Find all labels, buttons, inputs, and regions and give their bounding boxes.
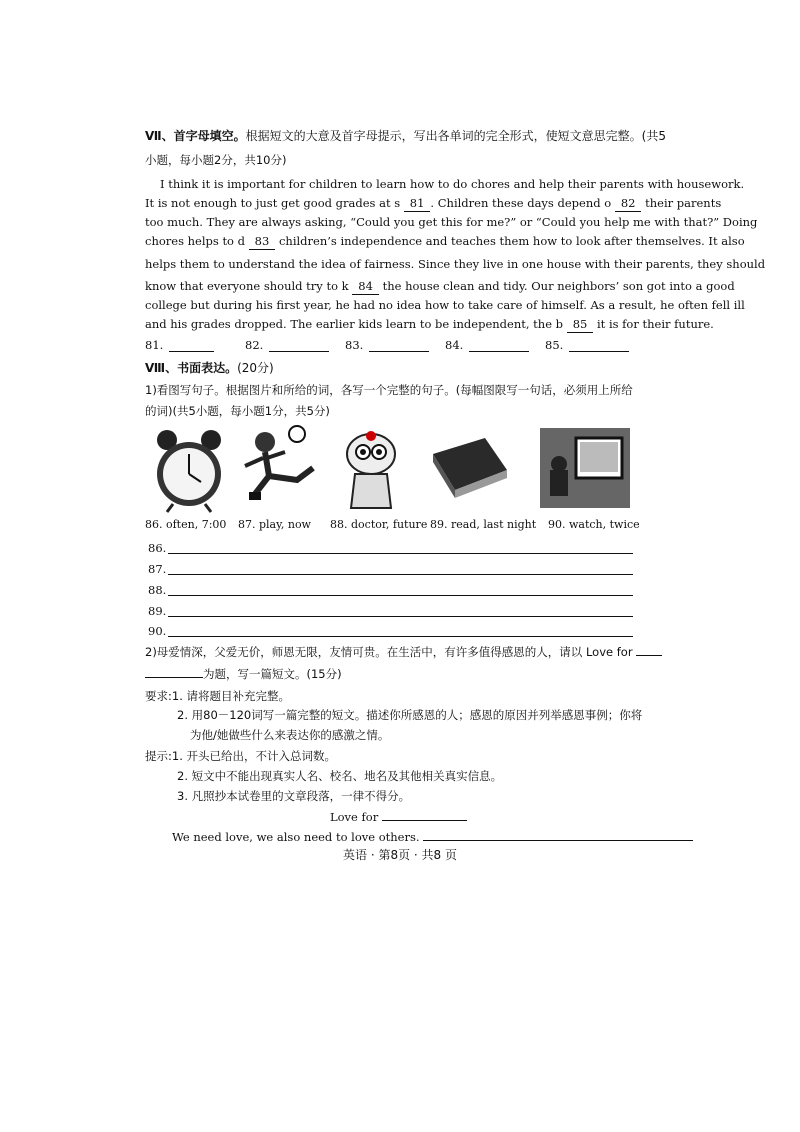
section8-points: (20分) <box>237 361 274 375</box>
passage-line-5: helps them to understand the idea of fairness. Since they live in one house with their parents, they should <box>145 257 766 271</box>
writing-line-88[interactable] <box>168 583 633 596</box>
blank-81[interactable]: 81 <box>404 195 431 212</box>
line-label-86: 86. <box>148 541 167 555</box>
line-label-87: 87. <box>148 562 167 576</box>
title-blank-b[interactable] <box>145 666 203 678</box>
part2-instruction-1 <box>145 644 662 660</box>
answer-85[interactable] <box>545 338 629 352</box>
tip-text: 1. 开头已给出，不计入总词数。 <box>171 749 337 763</box>
passage-text: know that everyone should try to k <box>145 279 349 293</box>
answer-label: 82. <box>245 338 264 352</box>
essay-title-blank[interactable] <box>382 809 467 821</box>
essay-line[interactable] <box>423 829 693 841</box>
passage-text: and his grades dropped. The earlier kids learn to be independent, the b <box>145 317 564 331</box>
passage-line-6 <box>145 278 735 295</box>
caption-90: 90. watch, twice <box>548 518 640 531</box>
answer-84[interactable] <box>445 338 529 352</box>
doctor-cartoon-icon <box>325 424 415 514</box>
passage-line-2 <box>145 195 721 212</box>
answer-82[interactable] <box>245 338 329 352</box>
tv-icon <box>540 424 630 514</box>
answer-83[interactable] <box>345 338 429 352</box>
book-icon <box>425 424 515 514</box>
tip-1 <box>145 748 336 764</box>
essay-opening <box>172 829 693 845</box>
section8-heading-line <box>145 360 274 376</box>
passage-text: chores helps to d <box>145 234 246 248</box>
requirement-label: 要求: <box>145 689 172 703</box>
section7-heading-line <box>145 128 666 144</box>
blank-84[interactable]: 84 <box>352 278 379 295</box>
passage-line-7: college but during his first year, he had no idea how to take care of himself. As a result, he often fell ill <box>145 298 745 312</box>
answer-line[interactable] <box>269 339 329 352</box>
writing-line-89[interactable] <box>168 604 633 617</box>
part2-instruction-2 <box>145 666 342 682</box>
writing-line-86[interactable] <box>168 541 633 554</box>
passage-line-4 <box>145 233 745 250</box>
answer-81[interactable] <box>145 338 214 352</box>
passage-text: children’s independence and teaches them how to look after themselves. It also <box>278 234 745 248</box>
answer-line[interactable] <box>369 339 429 352</box>
writing-line-87[interactable] <box>168 562 633 575</box>
requirement-1 <box>145 688 290 704</box>
part1-instruction-2: 的词)(共5小题，每小题1分，共5分) <box>145 404 330 418</box>
caption-87: 87. play, now <box>238 518 311 531</box>
soccer-player-icon <box>235 424 325 514</box>
essay-title-text: Love for <box>330 810 379 824</box>
line-label-88: 88. <box>148 583 167 597</box>
part2-text: 为题，写一篇短文。(15分) <box>203 667 342 681</box>
passage-text: their parents <box>645 196 722 210</box>
blank-85[interactable]: 85 <box>567 316 594 333</box>
section7-heading: Ⅶ、首字母填空。 <box>145 129 246 143</box>
requirement-text: 1. 请将题目补充完整。 <box>171 689 291 703</box>
caption-88: 88. doctor, future <box>330 518 428 531</box>
answer-label: 83. <box>345 338 364 352</box>
blank-82[interactable]: 82 <box>615 195 642 212</box>
tip-label: 提示: <box>145 749 172 763</box>
line-label-90: 90. <box>148 624 167 638</box>
passage-text: it is for their future. <box>596 317 714 331</box>
passage-line-1: I think it is important for children to learn how to do chores and help their parents with housework. <box>160 177 745 191</box>
caption-89: 89. read, last night <box>430 518 537 531</box>
passage-text: It is not enough to just get good grades at s <box>145 196 401 210</box>
section7-instruction: 根据短文的大意及首字母提示，写出各单词的完全形式，使短文意思完整。(共5 <box>245 129 666 143</box>
caption-86: 86. often, 7:00 <box>145 518 227 531</box>
passage-line-8 <box>145 316 714 333</box>
section7-instruction2: 小题，每小题2分，共10分) <box>145 153 287 167</box>
requirement-2: 2. 用80－120词写一篇完整的短文。描述你所感恩的人；感恩的原因并列举感恩事例；你将 <box>177 708 643 722</box>
passage-line-3: too much. They are always asking, “Could you get this for me?” or “Could you help me with that?” Doing <box>145 215 758 229</box>
answer-label: 84. <box>445 338 464 352</box>
passage-text: the house clean and tidy. Our neighbors’ son got into a good <box>382 279 735 293</box>
tip-3: 3. 凡照抄本试卷里的文章段落，一律不得分。 <box>177 789 411 803</box>
page-footer: 英语 · 第8页 · 共8 页 <box>343 848 457 862</box>
part2-text: 2)母爱情深，父爱无价，师恩无限，友情可贵。在生活中，有许多值得感恩的人，请以 Love for <box>145 645 633 659</box>
essay-title <box>330 809 467 825</box>
essay-opening-text: We need love, we also need to love others. <box>172 830 420 844</box>
answer-label: 81. <box>145 338 164 352</box>
line-label-89: 89. <box>148 604 167 618</box>
answer-line[interactable] <box>469 339 529 352</box>
passage-text: . Children these days depend o <box>430 196 612 210</box>
answer-label: 85. <box>545 338 564 352</box>
section8-heading: Ⅷ、书面表达。 <box>145 361 238 375</box>
blank-83[interactable]: 83 <box>249 233 276 250</box>
answer-line[interactable] <box>569 339 629 352</box>
alarm-clock-icon <box>145 424 235 514</box>
tip-2: 2. 短文中不能出现真实人名、校名、地名及其他相关真实信息。 <box>177 769 503 783</box>
part1-instruction-1: 1)看图写句子。根据图片和所给的词，各写一个完整的句子。(每幅图限写一句话，必须用上所给 <box>145 383 633 397</box>
title-blank-a[interactable] <box>636 644 662 656</box>
answer-line[interactable] <box>169 339 214 352</box>
writing-line-90[interactable] <box>168 624 633 637</box>
requirement-2b: 为他/她做些什么来表达你的感激之情。 <box>190 728 390 742</box>
